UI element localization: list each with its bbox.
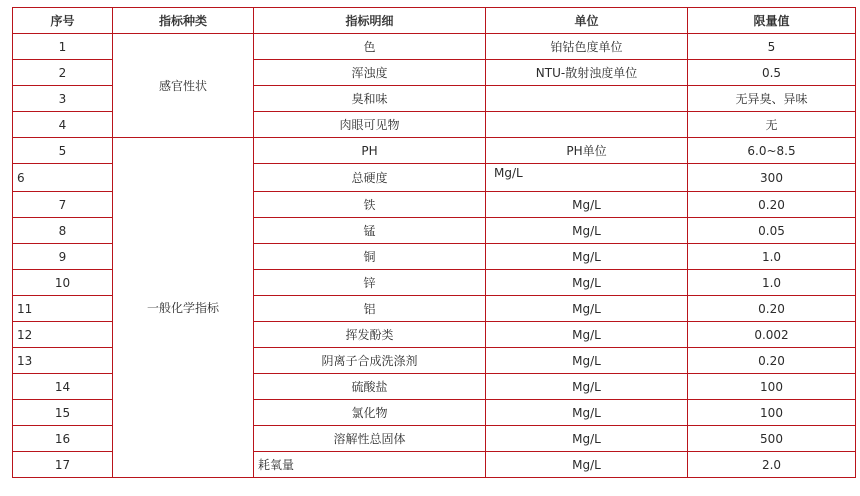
row-unit: Mg/L — [486, 270, 688, 296]
group-chemical: 一般化学指标 — [113, 138, 254, 478]
row-limit: 0.002 — [688, 322, 856, 348]
row-serial: 2 — [13, 60, 113, 86]
row-detail: 铁 — [254, 192, 486, 218]
row-limit: 无异臭、异味 — [688, 86, 856, 112]
row-serial: 5 — [13, 138, 113, 164]
row-limit: 500 — [688, 426, 856, 452]
row-serial: 1 — [13, 34, 113, 60]
row-unit: Mg/L — [486, 218, 688, 244]
row-limit: 5 — [688, 34, 856, 60]
row-unit: Mg/L — [486, 348, 688, 374]
row-unit: PH单位 — [486, 138, 688, 164]
row-unit: NTU-散射浊度单位 — [486, 60, 688, 86]
row-serial: 15 — [13, 400, 113, 426]
row-detail: 肉眼可见物 — [254, 112, 486, 138]
row-detail: 臭和味 — [254, 86, 486, 112]
row-serial: 6 — [13, 164, 113, 192]
row-serial: 4 — [13, 112, 113, 138]
row-unit — [486, 86, 688, 112]
row-limit: 2.0 — [688, 452, 856, 478]
table-row — [13, 138, 856, 164]
row-limit: 1.0 — [688, 270, 856, 296]
row-limit: 1.0 — [688, 244, 856, 270]
row-unit: Mg/L — [486, 164, 688, 192]
row-serial: 13 — [13, 348, 113, 374]
row-unit — [486, 112, 688, 138]
header-category: 指标种类 — [113, 8, 254, 34]
row-unit: Mg/L — [486, 296, 688, 322]
row-limit: 0.20 — [688, 192, 856, 218]
row-serial: 9 — [13, 244, 113, 270]
header-limit: 限量值 — [688, 8, 856, 34]
row-serial: 8 — [13, 218, 113, 244]
row-unit: Mg/L — [486, 400, 688, 426]
header-serial: 序号 — [13, 8, 113, 34]
row-unit: Mg/L — [486, 244, 688, 270]
group-sensory: 感官性状 — [113, 34, 254, 138]
row-serial: 3 — [13, 86, 113, 112]
row-detail: PH — [254, 138, 486, 164]
row-unit: Mg/L — [486, 426, 688, 452]
row-detail: 色 — [254, 34, 486, 60]
row-detail: 溶解性总固体 — [254, 426, 486, 452]
row-limit: 100 — [688, 374, 856, 400]
row-limit: 100 — [688, 400, 856, 426]
row-unit: Mg/L — [486, 374, 688, 400]
row-unit: Mg/L — [486, 452, 688, 478]
row-unit: Mg/L — [486, 192, 688, 218]
row-serial: 10 — [13, 270, 113, 296]
row-serial: 12 — [13, 322, 113, 348]
header-detail: 指标明细 — [254, 8, 486, 34]
row-serial: 11 — [13, 296, 113, 322]
row-unit: Mg/L — [486, 322, 688, 348]
row-limit: 0.20 — [688, 348, 856, 374]
water-quality-table — [12, 7, 856, 478]
row-limit: 300 — [688, 164, 856, 192]
row-detail: 耗氧量 — [254, 452, 486, 478]
row-detail: 挥发酚类 — [254, 322, 486, 348]
row-detail: 阴离子合成洗涤剂 — [254, 348, 486, 374]
row-detail: 硫酸盐 — [254, 374, 486, 400]
row-detail: 浑浊度 — [254, 60, 486, 86]
row-detail: 锌 — [254, 270, 486, 296]
header-row — [13, 8, 856, 34]
row-detail: 铜 — [254, 244, 486, 270]
row-serial: 14 — [13, 374, 113, 400]
row-limit: 0.20 — [688, 296, 856, 322]
row-detail: 总硬度 — [254, 164, 486, 192]
row-serial: 17 — [13, 452, 113, 478]
row-unit: 铂钴色度单位 — [486, 34, 688, 60]
row-limit: 0.5 — [688, 60, 856, 86]
row-serial: 7 — [13, 192, 113, 218]
row-detail: 氯化物 — [254, 400, 486, 426]
row-detail: 锰 — [254, 218, 486, 244]
row-limit: 0.05 — [688, 218, 856, 244]
header-unit: 单位 — [486, 8, 688, 34]
row-limit: 6.0~8.5 — [688, 138, 856, 164]
table-row — [13, 34, 856, 60]
row-detail: 铝 — [254, 296, 486, 322]
row-serial: 16 — [13, 426, 113, 452]
row-limit: 无 — [688, 112, 856, 138]
